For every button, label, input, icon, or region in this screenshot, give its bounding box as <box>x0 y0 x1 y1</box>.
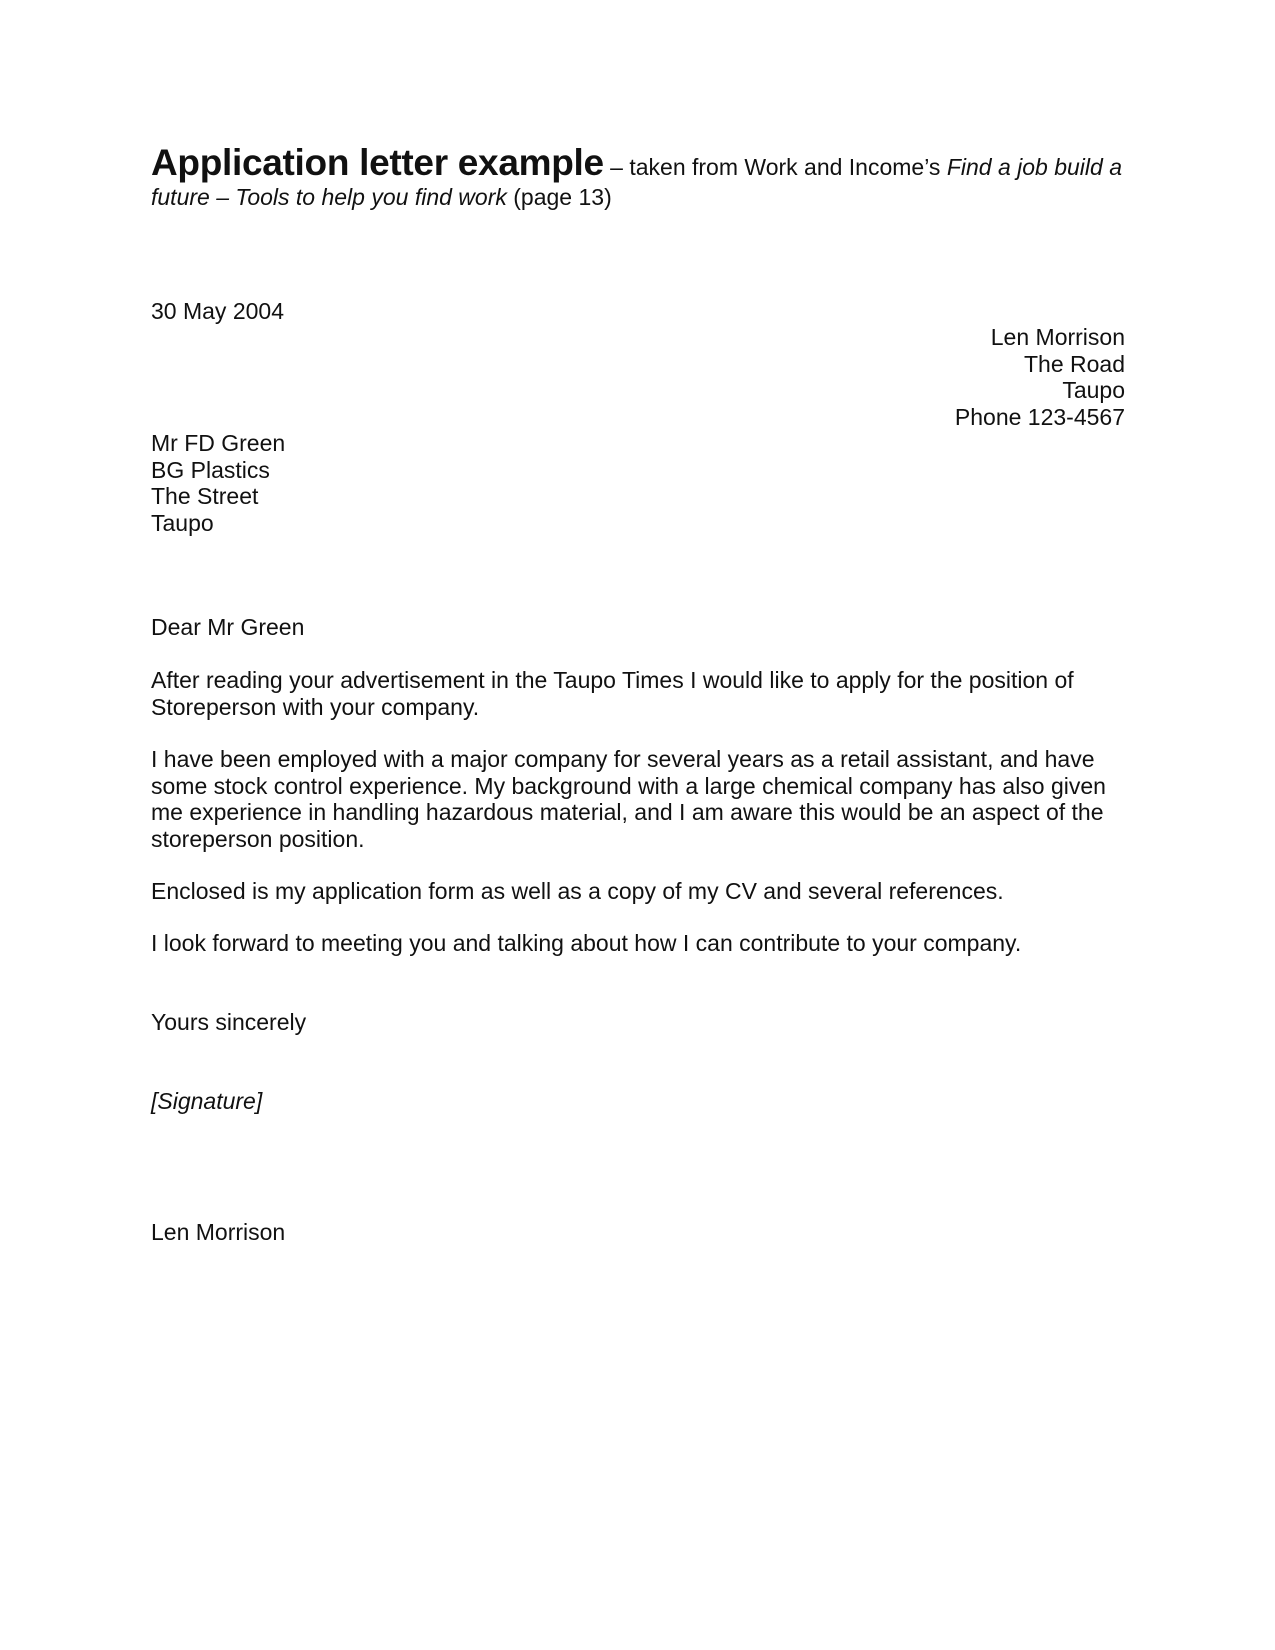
closing-line: Yours sincerely <box>151 1009 307 1035</box>
heading-page-ref: (page 13) <box>506 184 612 210</box>
recipient-street: The Street <box>151 483 259 509</box>
recipient-address-block <box>151 430 285 536</box>
body-paragraph-3: Enclosed is my application form as well as a copy of my CV and several references. <box>151 878 1004 904</box>
body-paragraph-4: I look forward to meeting you and talking about how I can contribute to your company. <box>151 930 1022 956</box>
recipient-city: Taupo <box>151 509 214 536</box>
sender-city: Taupo <box>1062 377 1125 403</box>
signoff-name: Len Morrison <box>151 1219 286 1245</box>
recipient-company: BG Plastics <box>151 456 270 483</box>
recipient-name: Mr FD Green <box>151 430 286 456</box>
sender-phone: Phone 123-4567 <box>954 403 1125 430</box>
sender-address-block <box>955 324 1125 430</box>
salutation: Dear Mr Green <box>151 614 305 640</box>
letter-date: 30 May 2004 <box>151 298 284 324</box>
sender-street: The Road <box>1023 350 1125 377</box>
document-title: Application letter example <box>151 142 604 183</box>
heading-dash-text: – taken from Work and Income’s <box>603 154 947 180</box>
heading-source-title: Find a job build a future – Tools to help you find work <box>151 154 1122 210</box>
sender-name: Len Morrison <box>990 324 1125 350</box>
body-paragraph-2: I have been employed with a major company for several years as a retail assistant, and have some stock control experience. My background with a large chemical company has also given me experience in handling hazardous material, and I am aware this would be an aspect of the storeperson position. <box>151 746 1106 852</box>
signature-placeholder: [Signature] <box>151 1088 263 1114</box>
body-paragraph-1: After reading your advertisement in the Taupo Times I would like to apply for the position of Storeperson with your company. <box>151 667 1074 720</box>
document-heading <box>151 142 1136 212</box>
